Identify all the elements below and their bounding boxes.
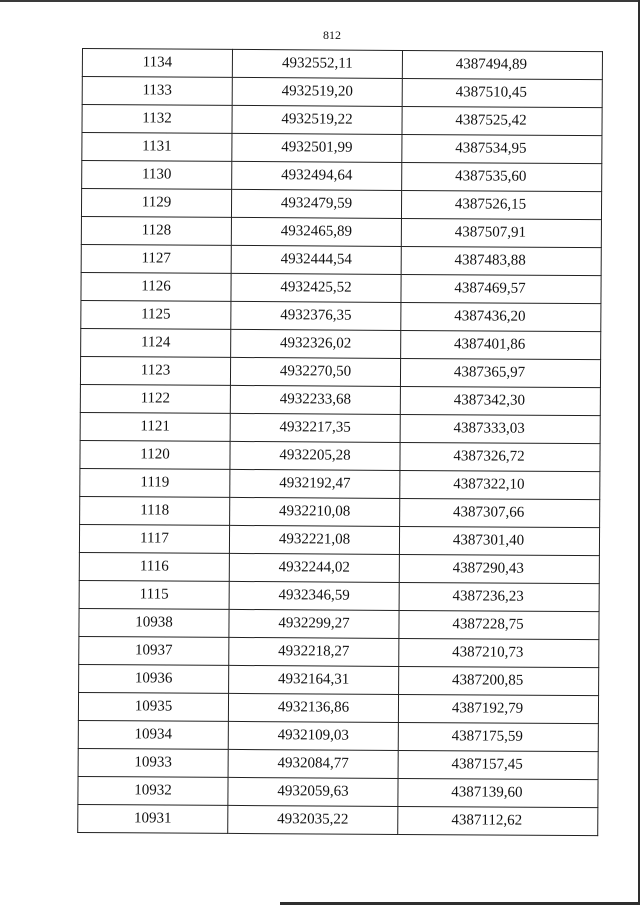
- point-number-cell: 1118: [80, 496, 230, 525]
- table-row: [82, 77, 602, 108]
- x-coordinate-cell: 4932519,20: [232, 77, 402, 106]
- x-coordinate-cell: 4932084,77: [228, 749, 398, 778]
- y-coordinate-cell: 4387535,60: [402, 162, 602, 191]
- y-coordinate-cell: 4387326,72: [400, 442, 600, 471]
- y-coordinate-cell: 4387333,03: [400, 414, 600, 443]
- x-coordinate-cell: 4932519,22: [232, 105, 402, 134]
- y-coordinate-cell: 4387525,42: [402, 106, 602, 135]
- point-number-cell: 10932: [78, 776, 228, 805]
- y-coordinate-cell: 4387510,45: [402, 78, 602, 107]
- y-coordinate-cell: 4387526,15: [401, 190, 601, 219]
- coordinates-table-container: [77, 48, 602, 836]
- table-row: [78, 748, 598, 779]
- y-coordinate-cell: 4387401,86: [401, 330, 601, 359]
- table-row: [78, 804, 598, 835]
- x-coordinate-cell: 4932059,63: [228, 777, 398, 806]
- table-row: [80, 356, 600, 387]
- y-coordinate-cell: 4387342,30: [400, 386, 600, 415]
- x-coordinate-cell: 4932164,31: [229, 665, 399, 694]
- table-row: [81, 216, 601, 247]
- x-coordinate-cell: 4932326,02: [231, 329, 401, 358]
- table-row: [82, 133, 602, 164]
- x-coordinate-cell: 4932270,50: [230, 357, 400, 386]
- point-number-cell: 10934: [78, 720, 228, 749]
- y-coordinate-cell: 4387365,97: [400, 358, 600, 387]
- x-coordinate-cell: 4932205,28: [230, 441, 400, 470]
- table-row: [81, 244, 601, 275]
- y-coordinate-cell: 4387200,85: [399, 666, 599, 695]
- point-number-cell: 10931: [78, 804, 228, 833]
- table-row: [79, 524, 599, 555]
- y-coordinate-cell: 4387307,66: [400, 498, 600, 527]
- x-coordinate-cell: 4932465,89: [231, 217, 401, 246]
- table-row: [80, 440, 600, 471]
- table-row: [80, 468, 600, 499]
- y-coordinate-cell: 4387192,79: [398, 694, 598, 723]
- point-number-cell: 1121: [80, 412, 230, 441]
- point-number-cell: 1130: [82, 161, 232, 190]
- table-row: [80, 496, 600, 527]
- x-coordinate-cell: 4932425,52: [231, 273, 401, 302]
- y-coordinate-cell: 4387175,59: [398, 722, 598, 751]
- x-coordinate-cell: 4932346,59: [229, 581, 399, 610]
- table-row: [81, 328, 601, 359]
- point-number-cell: 1127: [81, 244, 231, 273]
- point-number-cell: 1129: [81, 189, 231, 218]
- page-number: 812: [323, 28, 341, 42]
- point-number-cell: 1116: [79, 552, 229, 581]
- point-number-cell: 1120: [80, 440, 230, 469]
- table-row: [78, 776, 598, 807]
- y-coordinate-cell: 4387290,43: [399, 554, 599, 583]
- x-coordinate-cell: 4932444,54: [231, 245, 401, 274]
- table-row: [81, 300, 601, 331]
- point-number-cell: 1133: [82, 77, 232, 106]
- table-row: [80, 412, 600, 443]
- table-row: [81, 272, 601, 303]
- point-number-cell: 1131: [82, 133, 232, 162]
- point-number-cell: 1125: [81, 300, 231, 329]
- y-coordinate-cell: 4387228,75: [399, 610, 599, 639]
- point-number-cell: 1123: [80, 356, 230, 385]
- y-coordinate-cell: 4387507,91: [401, 218, 601, 247]
- y-coordinate-cell: 4387157,45: [398, 750, 598, 779]
- point-number-cell: 1128: [81, 216, 231, 245]
- table-row: [79, 580, 599, 611]
- point-number-cell: 10935: [78, 692, 228, 721]
- x-coordinate-cell: 4932299,27: [229, 609, 399, 638]
- point-number-cell: 1119: [80, 468, 230, 497]
- y-coordinate-cell: 4387210,73: [399, 638, 599, 667]
- table-row: [80, 384, 600, 415]
- x-coordinate-cell: 4932494,64: [232, 161, 402, 190]
- x-coordinate-cell: 4932192,47: [230, 469, 400, 498]
- coordinates-table: [77, 48, 603, 836]
- x-coordinate-cell: 4932552,11: [232, 49, 402, 78]
- scan-edge-top: [0, 0, 640, 2]
- point-number-cell: 1117: [79, 524, 229, 553]
- point-number-cell: 1126: [81, 272, 231, 301]
- y-coordinate-cell: 4387483,88: [401, 246, 601, 275]
- point-number-cell: 1134: [82, 49, 232, 78]
- point-number-cell: 10937: [79, 636, 229, 665]
- point-number-cell: 10936: [79, 664, 229, 693]
- table-row: [79, 664, 599, 695]
- x-coordinate-cell: 4932218,27: [229, 637, 399, 666]
- x-coordinate-cell: 4932233,68: [230, 385, 400, 414]
- x-coordinate-cell: 4932501,99: [232, 133, 402, 162]
- table-row: [82, 161, 602, 192]
- x-coordinate-cell: 4932136,86: [228, 693, 398, 722]
- table-row: [81, 189, 601, 220]
- y-coordinate-cell: 4387112,62: [398, 806, 598, 835]
- point-number-cell: 10933: [78, 748, 228, 777]
- point-number-cell: 10938: [79, 608, 229, 637]
- y-coordinate-cell: 4387301,40: [399, 526, 599, 555]
- x-coordinate-cell: 4932217,35: [230, 413, 400, 442]
- x-coordinate-cell: 4932035,22: [228, 805, 398, 834]
- x-coordinate-cell: 4932244,02: [229, 553, 399, 582]
- point-number-cell: 1132: [82, 105, 232, 134]
- y-coordinate-cell: 4387534,95: [402, 134, 602, 163]
- table-row: [82, 49, 602, 80]
- point-number-cell: 1124: [81, 328, 231, 357]
- coordinates-table-body: [78, 49, 603, 836]
- y-coordinate-cell: 4387494,89: [402, 50, 602, 79]
- table-row: [78, 720, 598, 751]
- x-coordinate-cell: 4932221,08: [229, 525, 399, 554]
- y-coordinate-cell: 4387469,57: [401, 274, 601, 303]
- table-row: [79, 636, 599, 667]
- y-coordinate-cell: 4387436,20: [401, 302, 601, 331]
- y-coordinate-cell: 4387139,60: [398, 778, 598, 807]
- point-number-cell: 1115: [79, 580, 229, 609]
- table-row: [78, 692, 598, 723]
- y-coordinate-cell: 4387236,23: [399, 582, 599, 611]
- x-coordinate-cell: 4932210,08: [230, 497, 400, 526]
- table-row: [79, 552, 599, 583]
- x-coordinate-cell: 4932376,35: [231, 301, 401, 330]
- point-number-cell: 1122: [80, 384, 230, 413]
- table-row: [82, 105, 602, 136]
- y-coordinate-cell: 4387322,10: [400, 470, 600, 499]
- x-coordinate-cell: 4932479,59: [231, 189, 401, 218]
- x-coordinate-cell: 4932109,03: [228, 721, 398, 750]
- table-row: [79, 608, 599, 639]
